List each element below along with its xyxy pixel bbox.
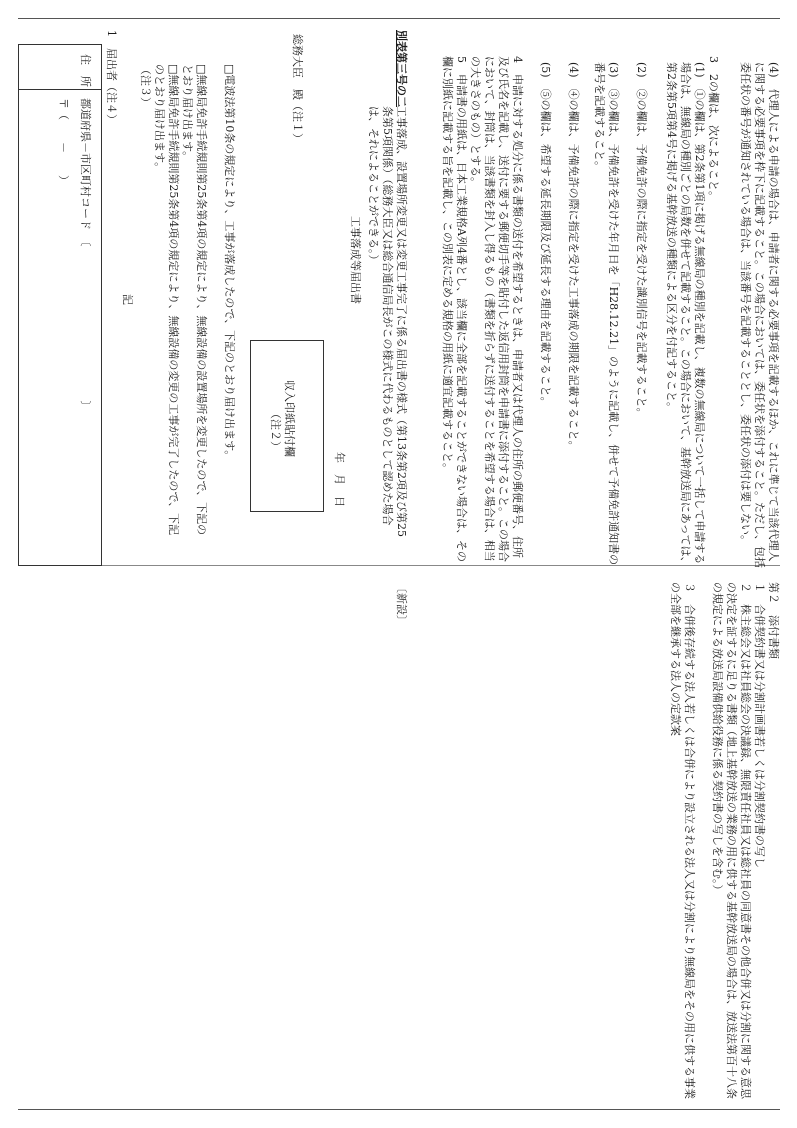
postal-code-field[interactable]: 〒（ － ） — [57, 98, 70, 186]
section-1-label: 1 届出者（注４） — [105, 30, 118, 125]
note-3-5: (5) ⑤の欄は、希望する延長期限及び延長する理由を記載すること。 — [539, 62, 552, 408]
note-3-1: (1) ①の欄は、第2条第1項に掲げる無線局の種別を記載し、複数の無線局について一括して申請する場合は、無線局の種別ごとの局数を併せて記載すること。この場合において、基幹放送局にあっては、第2条第5項第4号に掲げる基幹放送の種類による区分を付記すること。 — [665, 62, 706, 568]
date-label: 年 月 日 — [333, 452, 346, 507]
addressee: 総務大臣 殿（注１） — [291, 34, 304, 144]
form-title: 工事落成等届出書 — [349, 216, 362, 304]
attachment-item-1: １ 合併契約書又は分割計画書若しくは分割契約書の写し — [753, 582, 766, 868]
note-3-3: (3) ③の欄は、予備免許を受けた年月日を「H28.12.21」のように記載し、併せて予備免許通知書の番号を記載すること。 — [593, 62, 620, 566]
ki-label: 記 — [121, 294, 134, 305]
note-3-4: (4) ④の欄は、予備免許の際に指定を受けた工事落成の期限を記載すること。 — [567, 62, 580, 452]
note-3-2: (2) ②の欄は、予備免許の際に指定を受けた識別信号を記載すること。 — [635, 62, 648, 419]
check-location-change[interactable]: □無線局免許手続規則第25条第4項の規定により、無線設備の設置場所を変更したので、下記のとおり届け出ます。 — [181, 64, 208, 536]
note-5: 5 申請書の用紙は、日本工業規格A列4番とし、該当欄に全部を記載することができない場合は、その欄に別紙に記載する旨を記載し、この別表に定める規格の用紙に適宜記載すること。 — [441, 56, 468, 562]
check-radio-law-10[interactable]: □電波法第10条の規定により、工事が落成したので、下記のとおり届け出ます。 — [223, 64, 236, 462]
appendix-text: 工事落成、設置場所変更又は変更工事完了に係る届出書の様式（第13条第2項及び第25条第5項関係）（総務大臣又は総合通信局長がこの様式に代わるものとして認めた場合は、それによることができる。） — [367, 106, 408, 537]
stamp-note: （注２） — [269, 408, 282, 452]
attachment-item-3: ３ 合併後存続する法人若しくは合併により設立される法人又は分割により無線局をその用に供する事業の全部を継承する法人の定款案 — [669, 582, 696, 1099]
pref-city-code-field[interactable]: 都道府県－市区町村コード 〔 〕 — [79, 98, 92, 412]
new-label: 〔新設〕 — [395, 582, 408, 626]
check-modification-complete[interactable]: □無線局免許手続規則第25条第4項の規定により、無線設備の変更の工事が完了したので、下記のとおり届け出ます。 — [153, 64, 180, 536]
stamp-label: 収入印紙貼付欄 — [283, 380, 296, 457]
appendix-heading: 別表第三号の二 — [395, 30, 408, 107]
note-4b: 4 申請に対する処分に係る書類の送付を希望するときは、申請者又は代理人の住所の郵便番号、住所及び氏名を記載し、送付に要する郵便切手等を貼付した返信用封筒を申請書に添付すること。この場合において、封筒は、当該書類を封入し得るもの（書類を折らずに送付することを希望する場合は、相当の大きさのもの）とする。 — [469, 56, 524, 562]
note-4: (4) 代理人による申請の場合は、申請者に関する必要事項を記載するほか、これに準じて当該代理人に関する必要事項を枠下に記載すること。この場合においては、委任状を添付すること。ただし、包括委任状の番号が通知されている場合は、当該番号を記載することとし、委任状の添付は要しない。 — [739, 62, 780, 568]
bottom-border — [18, 1109, 780, 1110]
top-border — [18, 18, 780, 19]
attachments-heading: 第２ 添付書類 — [767, 582, 780, 659]
address-label: 住 所 — [79, 54, 92, 87]
check-note: （注３） — [139, 64, 152, 108]
attachment-item-2: ２ 株主総会又は社員総会の決議録、無限責任社員又は総社員の同意書その他合併又は分割に関する意思の決定を証するに足りる書類（地上基幹放送の業務の用に供する基幹放送局の場合は、放送法第百十八条の規定による放送局設備供給役務に係る契約書の写しを含む。） — [711, 582, 752, 1099]
note-3-heading: 3 2の欄は、次によること。 — [707, 56, 720, 202]
